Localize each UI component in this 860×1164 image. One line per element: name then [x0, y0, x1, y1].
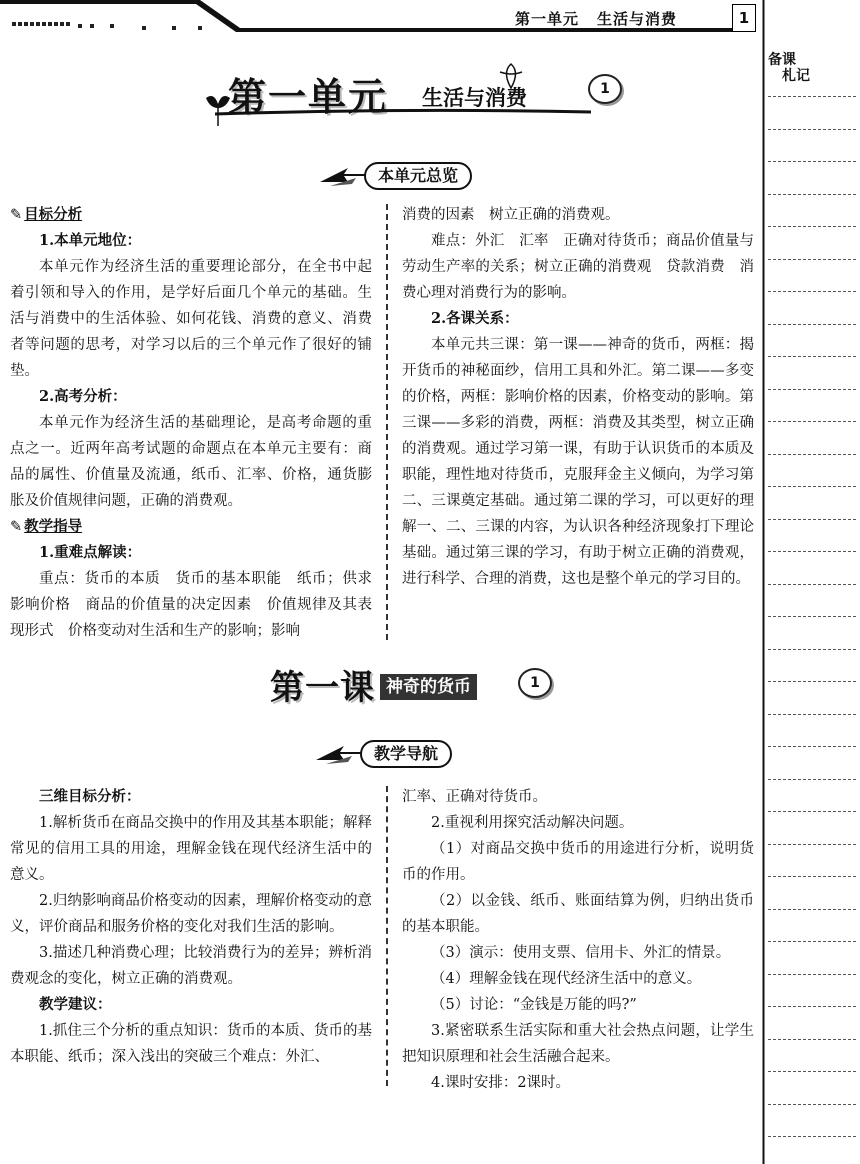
memo-line: [768, 226, 856, 227]
lesson-relation-heading: 2.各课关系：: [431, 310, 519, 327]
memo-line: [768, 1039, 856, 1040]
memo-line: [768, 486, 856, 487]
lesson-banner: [270, 660, 570, 706]
objectives-heading: 三维目标分析：: [39, 788, 141, 805]
memo-title-line2: 札记: [782, 68, 810, 84]
unit-badge: 1: [588, 74, 622, 104]
memo-line: [768, 941, 856, 942]
header-dots: [12, 22, 242, 30]
memo-column: [762, 0, 860, 1164]
memo-line: [768, 714, 856, 715]
goal-analysis-label: 目标分析: [24, 207, 83, 223]
lesson-title: 第一课: [270, 668, 375, 708]
suggestion-2-4: （4）理解金钱在现代经济生活中的意义。: [431, 971, 702, 987]
memo-title: [768, 52, 828, 84]
suggestion-2-5: （5）讨论：“金钱是万能的吗?”: [431, 997, 637, 1013]
memo-line: [768, 1071, 856, 1072]
column-divider: [386, 204, 388, 640]
teaching-guide-label: 教学指导: [24, 519, 83, 535]
memo-line: [768, 844, 856, 845]
exam-analysis-heading: 2.高考分析：: [39, 388, 127, 405]
memo-line: [768, 519, 856, 520]
continuation-text: 消费的因素 树立正确的消费观。: [402, 207, 620, 223]
section-tag-label: 本单元总览: [364, 162, 472, 190]
memo-line: [768, 616, 856, 617]
section-tag-label: 教学导航: [360, 740, 452, 768]
memo-line: [768, 1136, 856, 1137]
unit-position-text: 本单元作为经济生活的重要理论部分，在全书中起着引领和导入的作用，是学好后面几个单元的基础。生活与消费中的生活体验、如何花钱、消费的意义、消费者等问题的思考，对学习以后的三个单元作了很好的铺垫。: [10, 259, 372, 379]
running-header-unit: 第一单元: [515, 10, 580, 28]
suggestion-1: 1.抓住三个分析的重点知识：货币的本质、货币的基本职能、纸币；深入浅出的突破三个难点：外汇、: [10, 1023, 372, 1065]
lesson-badge: 1: [518, 668, 552, 698]
memo-line: [768, 96, 856, 97]
objective-3: 3.描述几种消费心理；比较消费行为的差异；辨析消费观念的变化，树立正确的消费观。: [10, 945, 372, 987]
page-number: 1: [732, 4, 756, 32]
exam-analysis-text: 本单元作为经济生活的基础理论，是高考命题的重点之一。近两年高考试题的命题点在本单元主要有：商品的属性、价值量及流通，纸币、汇率、价格，通货膨胀及价值规律问题，正确的消费观。: [10, 415, 372, 509]
memo-line: [768, 876, 856, 877]
lesson-relation-text: 本单元共三课：第一课——神奇的货币，两框：揭开货币的神秘面纱，信用工具和外汇。第二课——多变的价格，两框：影响价格的因素，价格变动的影响。第三课——多彩的消费，两框：消费及其类型，树立正确的消费观。通过学习第一课，有助于认识货币的本质及职能，理性地对待货币，克服拜金主义倾向，为学习第二、三课奠定基础。通过第二课的学习，可以更好的理解一、二、三课的内容，为认识各种经济现象打下理论基础。通过第三课的学习，有助于树立正确的消费观，进行科学、合理的消费，这也是整个单元的学习目的。: [402, 337, 754, 587]
memo-line: [768, 259, 856, 260]
arrow-icon: [320, 162, 370, 188]
suggestion-4: 4.课时安排：2课时。: [431, 1075, 571, 1091]
section1-left-column: [10, 202, 372, 644]
column-divider-2: [386, 786, 388, 1086]
running-header-title: 生活与消费: [597, 10, 678, 28]
continuation-text-2: 汇率、正确对待货币。: [402, 789, 547, 805]
running-header: [515, 8, 677, 29]
memo-line: [768, 649, 856, 650]
memo-line: [768, 356, 856, 357]
arrow-icon: [316, 740, 366, 766]
unit-banner: [200, 60, 630, 132]
memo-line: [768, 291, 856, 292]
leaf-icon: [496, 62, 526, 90]
memo-line: [768, 161, 856, 162]
suggestion-3: 3.紧密联系生活实际和重大社会热点问题，让学生把知识原理和社会生活融合起来。: [402, 1023, 754, 1065]
suggestion-2: 2.重视利用探究活动解决问题。: [431, 815, 634, 831]
suggestions-heading: 教学建议：: [39, 996, 112, 1013]
section-tag-overview: [320, 160, 500, 190]
memo-line: [768, 681, 856, 682]
memo-line: [768, 779, 856, 780]
memo-line: [768, 454, 856, 455]
goal-analysis-heading: [10, 202, 372, 228]
memo-line: [768, 909, 856, 910]
memo-line: [768, 1006, 856, 1007]
banner-swoosh: [215, 104, 595, 118]
memo-line: [768, 324, 856, 325]
difficulty-text: 难点：外汇 汇率 正确对待货币；商品价值量与劳动生产率的关系；树立正确的消费观 贷款消费 消费心理对消费行为的影响。: [402, 233, 754, 301]
section2-left-column: [10, 784, 372, 1070]
memo-line: [768, 811, 856, 812]
key-points-heading: 1.重难点解读：: [39, 544, 142, 561]
memo-line: [768, 129, 856, 130]
section1-right-column: [402, 202, 754, 592]
section2-right-column: [402, 784, 754, 1096]
memo-line: [768, 551, 856, 552]
suggestion-2-1: （1）对商品交换中货币的用途进行分析，说明货币的作用。: [402, 841, 754, 883]
teaching-guide-heading: [10, 514, 372, 540]
unit-position-heading: 1.本单元地位：: [39, 232, 142, 249]
memo-border: [762, 0, 766, 1164]
lesson-subtitle: 神奇的货币: [380, 674, 477, 700]
memo-title-line1: 备课: [768, 52, 796, 68]
objective-1: 1.解析货币在商品交换中的作用及其基本职能；解释常见的信用工具的用途，理解金钱在现代经济生活中的意义。: [10, 815, 372, 883]
suggestion-2-3: （3）演示：使用支票、信用卡、外汇的情景。: [431, 945, 731, 961]
unit-subtitle: 生活与消费: [422, 86, 527, 110]
memo-line: [768, 194, 856, 195]
suggestion-2-2: （2）以金钱、纸币、账面结算为例，归纳出货币的基本职能。: [402, 893, 754, 935]
memo-line: [768, 584, 856, 585]
section-tag-navigation: [316, 738, 486, 768]
memo-line: [768, 1104, 856, 1105]
memo-line: [768, 389, 856, 390]
memo-line: [768, 421, 856, 422]
memo-line: [768, 974, 856, 975]
key-points-text: 重点：货币的本质 货币的基本职能 纸币；供求影响价格 商品的价值量的决定因素 价值规律及其表现形式 价格变动对生活和生产的影响；影响: [10, 571, 372, 639]
objective-2: 2.归纳影响商品价格变动的因素，理解价格变动的意义，评价商品和服务价格的变化对我们生活的影响。: [10, 893, 372, 935]
memo-line: [768, 746, 856, 747]
unit-title: 第一单元: [228, 75, 389, 119]
